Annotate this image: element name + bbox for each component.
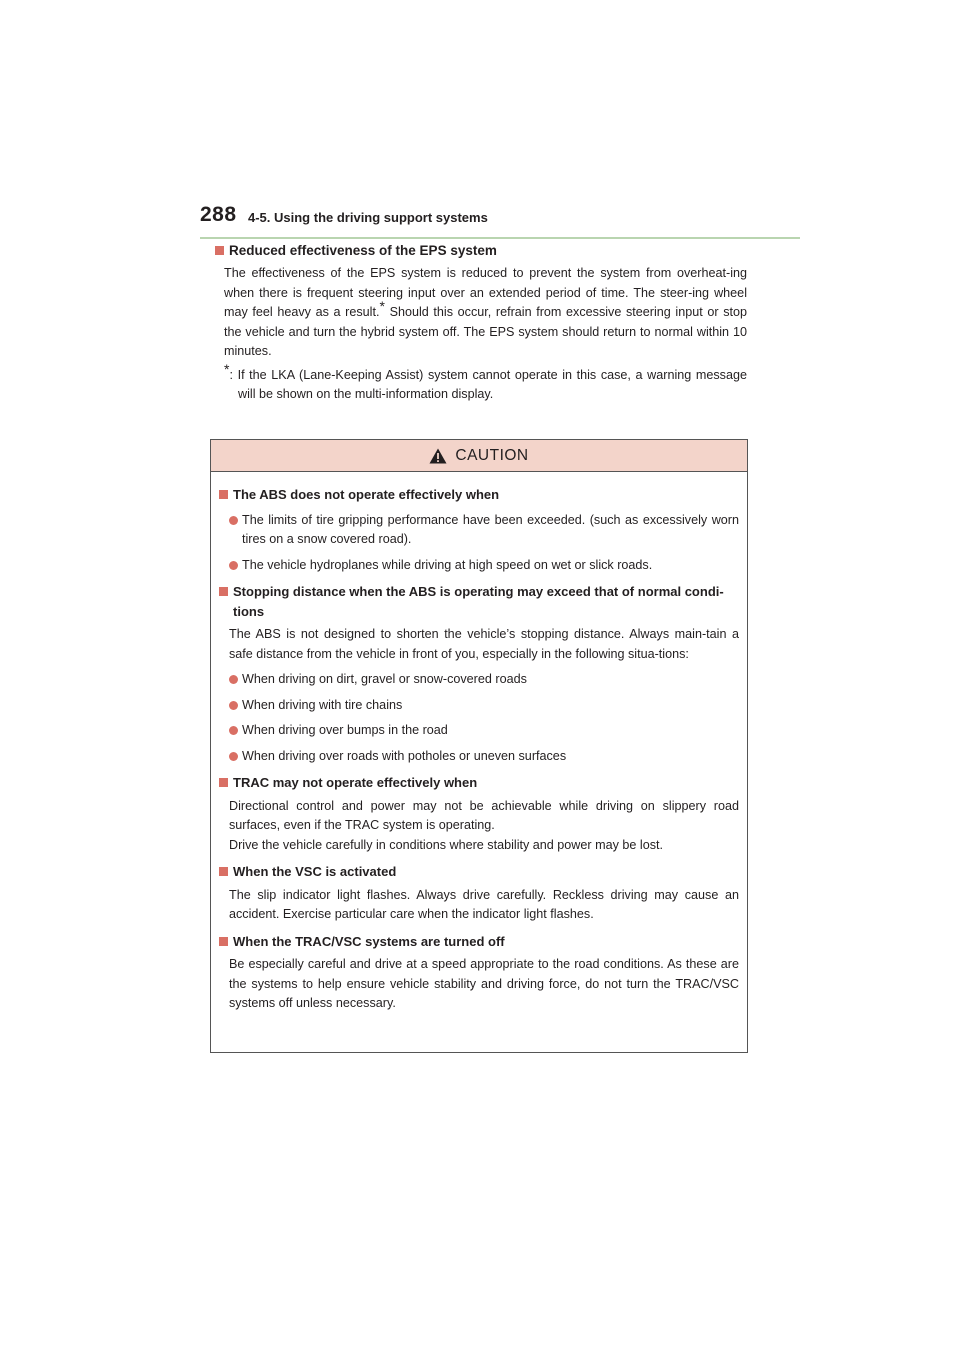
list-item-text: When driving with tire chains: [242, 697, 403, 712]
caution-heading: [219, 485, 739, 505]
list-item: [229, 511, 739, 550]
dot-bullet-icon: [229, 516, 238, 525]
caution-heading: [219, 582, 739, 621]
list-item: [229, 696, 739, 716]
caution-heading-text: The ABS does not operate effectively when: [233, 487, 500, 502]
list-item: [229, 670, 739, 690]
footnote-mark: *: [224, 360, 230, 377]
eps-paragraph: [224, 264, 747, 362]
square-bullet-icon: [219, 867, 228, 876]
caution-body: [211, 472, 747, 1014]
list-item: [229, 556, 739, 576]
caution-heading-text: When the TRAC/VSC systems are turned off: [233, 933, 505, 949]
dot-bullet-icon: [229, 726, 238, 735]
eps-paragraph-text: The effectiveness of the EPS system is reduced to prevent the system from overheat-ing when there is frequent steering input over an extended period of time. The steer-ing wheel may feel heavy as a result.: [224, 266, 747, 319]
caution-heading-text: When the VSC is activated: [233, 864, 397, 879]
list-item: [229, 721, 739, 741]
eps-heading-text: Reduced effectiveness of the EPS system: [229, 243, 497, 258]
caution-paragraph: The slip indicator light flashes. Always drive carefully. Reckless driving may cause an accident. Exercise particular care when the indicator light flashes.: [229, 887, 739, 921]
dot-bullet-icon: [229, 675, 238, 684]
dot-bullet-icon: [229, 752, 238, 761]
caution-title: CAUTION: [455, 446, 529, 464]
caution-box: [210, 439, 748, 1053]
eps-heading: [215, 243, 747, 258]
page-header: [200, 203, 800, 239]
list-item-text: The vehicle hydroplanes while driving at high speed on wet or slick roads.: [242, 557, 653, 572]
list-item-text: When driving over roads with potholes or uneven surfaces: [242, 748, 567, 763]
square-bullet-icon: [219, 587, 228, 596]
caution-heading-text: Stopping distance when the ABS is operating may exceed that of normal condi-tions: [233, 584, 724, 619]
eps-paragraph-text-2: Should this occur, refrain from excessive steering input or stop the vehicle and turn the hybrid system off. The EPS system should return to normal within 10 minutes.: [224, 305, 747, 358]
list-item-text: When driving over bumps in the road: [242, 723, 448, 737]
caution-heading: [219, 932, 739, 952]
caution-paragraph: Be especially careful and drive at a speed appropriate to the road conditions. As these are the systems to help ensure vehicle stability and driving force, do not turn the TRAC/VSC systems off unless necessary.: [229, 957, 739, 1010]
list-item-text: When driving on dirt, gravel or snow-covered roads: [242, 672, 527, 686]
caution-header: [211, 440, 747, 472]
caution-heading: [219, 862, 739, 882]
section-title: 4-5. Using the driving support systems: [248, 210, 488, 225]
square-bullet-icon: [215, 246, 224, 255]
footnote-text: : If the LKA (Lane-Keeping Assist) system cannot operate in this case, a warning message will be shown on the multi-information display.: [229, 367, 747, 401]
dot-bullet-icon: [229, 701, 238, 710]
dot-bullet-icon: [229, 561, 238, 570]
square-bullet-icon: [219, 778, 228, 787]
caution-paragraph: Drive the vehicle carefully in conditions where stability and power may be lost.: [229, 837, 663, 852]
square-bullet-icon: [219, 490, 228, 499]
asterisk-mark: *: [379, 297, 385, 314]
warning-triangle-icon: [429, 448, 447, 464]
square-bullet-icon: [219, 937, 228, 946]
page-number: 288: [200, 203, 237, 226]
eps-footnote: [224, 360, 747, 405]
caution-heading: [219, 773, 739, 793]
eps-section: [215, 243, 747, 405]
caution-heading-text: TRAC may not operate effectively when: [233, 775, 478, 790]
caution-paragraph: Directional control and power may not be achievable while driving on slippery road surfaces, even if the TRAC system is operating.: [229, 798, 739, 832]
list-item: [229, 747, 739, 767]
caution-paragraph: The ABS is not designed to shorten the vehicle’s stopping distance. Always main-tain a safe distance from the vehicle in front of you, especially in the following situa-tions:: [229, 627, 739, 661]
list-item-text: The limits of tire gripping performance have been exceeded. (such as excessively worn tires on a snow covered road).: [242, 512, 739, 546]
